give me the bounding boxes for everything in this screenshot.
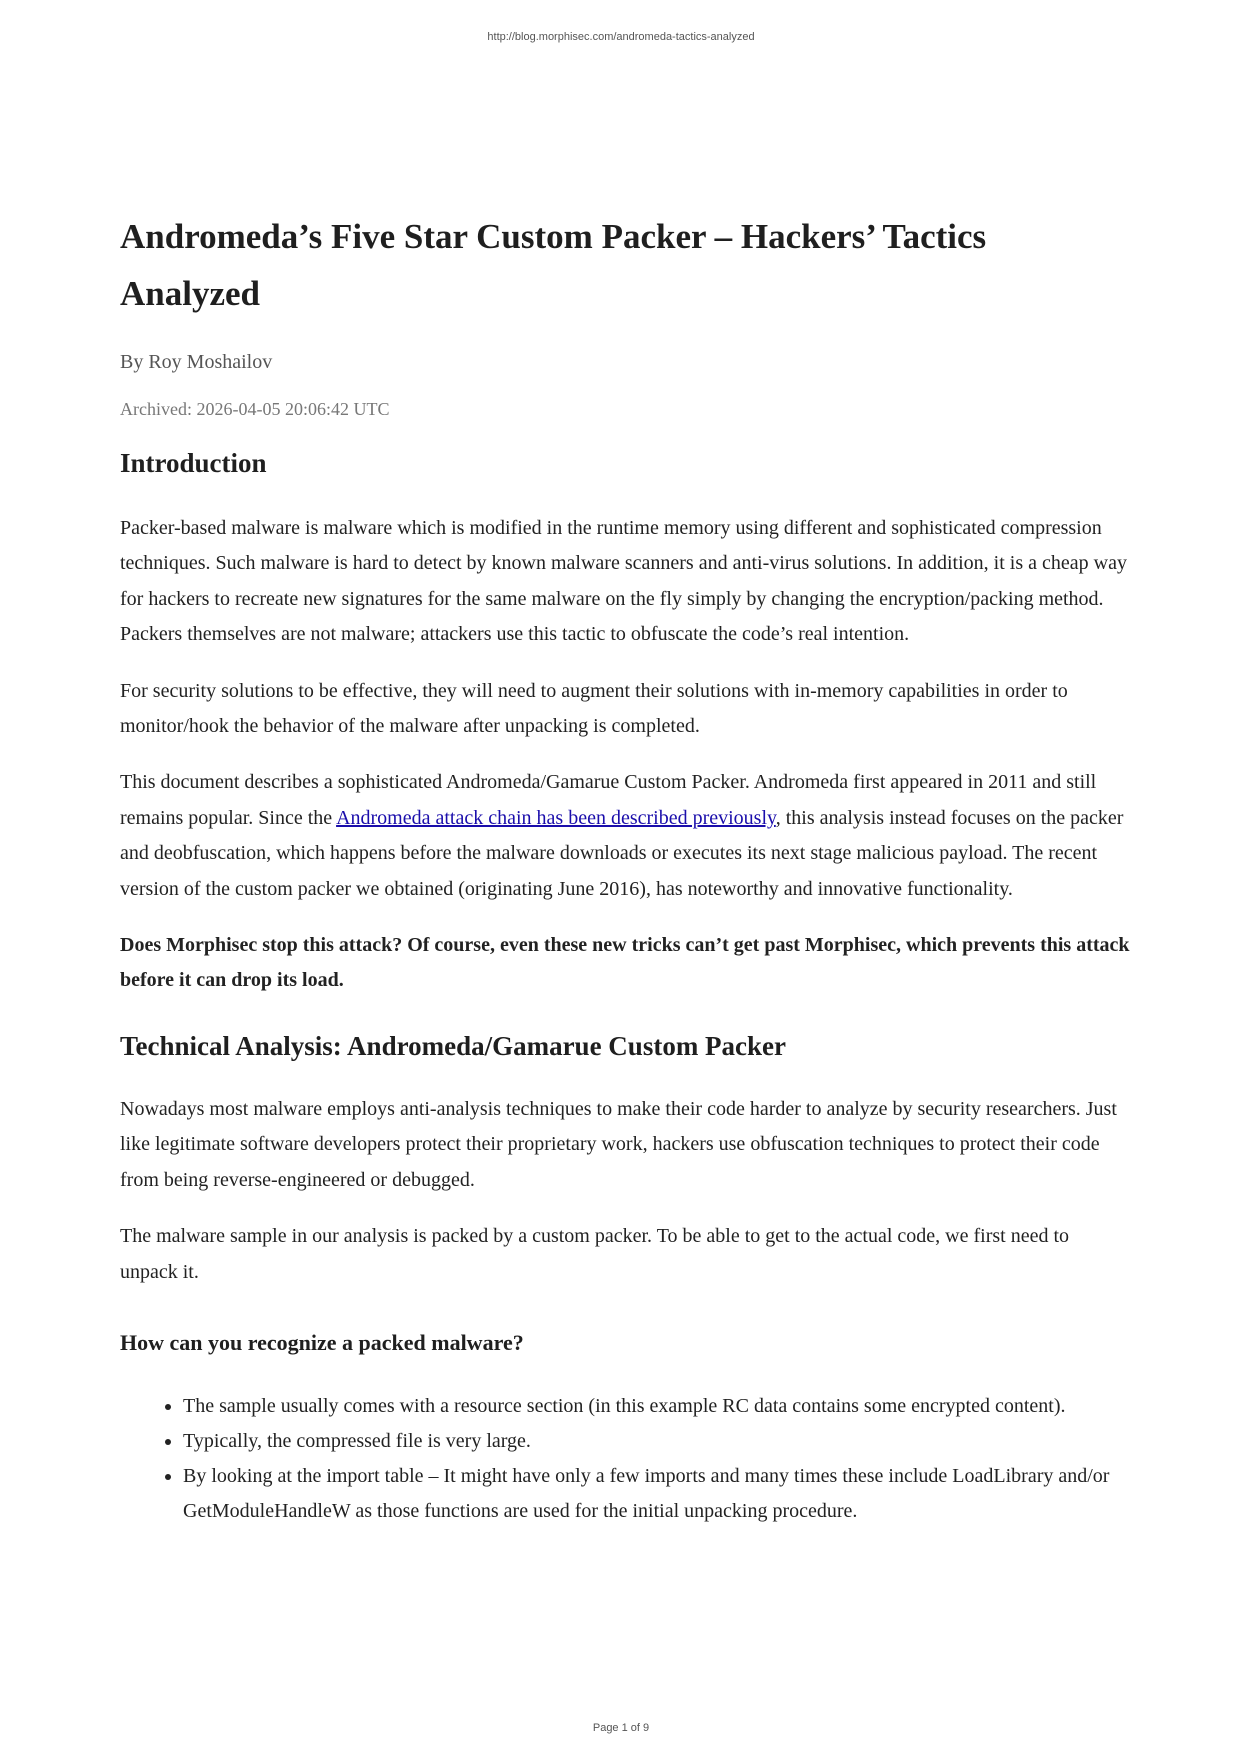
introduction-heading: Introduction bbox=[120, 448, 267, 478]
author-byline: By Roy Moshailov bbox=[120, 351, 273, 373]
archived-timestamp: Archived: 2026-04-05 20:06:42 UTC bbox=[120, 399, 390, 419]
intro-paragraph-2: For security solutions to be effective, they will need to augment their solutions with in-memory capabilities in order to monitor/hook the behavior of the malware after unpacking is completed. bbox=[120, 679, 1068, 738]
article-body bbox=[120, 208, 1130, 1529]
intro-paragraph-3-text-before: This document describes a sophisticated Andromeda/Gamarue Custom Packer. Andromeda first appeared in 2011 and still remains popular. Since the bbox=[120, 771, 1097, 829]
page-url-header: http://blog.morphisec.com/andromeda-tactics-analyzed bbox=[487, 31, 755, 43]
article-title: Andromeda’s Five Star Custom Packer – Hackers’ Tactics Analyzed bbox=[120, 217, 987, 313]
morphisec-callout: Does Morphisec stop this attack? Of course, even these new tricks can’t get past Morphisec, which prevents this attack before it can drop its load. bbox=[120, 934, 1130, 992]
list-item: • By looking at the import table – It might have only a few imports and many times these include LoadLibrary and/or GetModuleHandleW as those functions are used for the initial unpacking procedure. bbox=[183, 1459, 1130, 1529]
list-item: • The sample usually comes with a resource section (in this example RC data contains some encrypted content). bbox=[183, 1389, 1130, 1424]
packed-malware-indicators-list bbox=[120, 1389, 1130, 1529]
list-item: • Typically, the compressed file is very large. bbox=[183, 1424, 1130, 1459]
intro-paragraph-3-text-after: , this analysis instead focuses on the packer and deobfuscation, which happens before the malware downloads or executes its next stage malicious payload. The recent version of the custom packer we obtained (originating June 2016), has noteworthy and innovative functionality. bbox=[120, 806, 1124, 900]
packed-malware-subheading: How can you recognize a packed malware? bbox=[120, 1329, 524, 1355]
intro-paragraph-3 bbox=[120, 765, 1130, 907]
technical-paragraph-2: The malware sample in our analysis is packed by a custom packer. To be able to get to the actual code, we first need to unpack it. bbox=[120, 1225, 1070, 1283]
technical-paragraph-1: Nowadays most malware employs anti-analysis techniques to make their code harder to analyze by security researchers. Just like legitimate software developers protect their proprietary work, hackers use obfuscation techniques to protect their code from being reverse-engineered or debugged. bbox=[120, 1097, 1117, 1191]
page-number-footer: Page 1 of 9 bbox=[592, 1722, 650, 1734]
technical-analysis-heading: Technical Analysis: Andromeda/Gamarue Custom Packer bbox=[120, 1030, 787, 1061]
andromeda-attack-chain-link[interactable]: Andromeda attack chain has been described previously bbox=[336, 806, 776, 829]
intro-paragraph-1: Packer-based malware is malware which is modified in the runtime memory using different and sophisticated compression techniques. Such malware is hard to detect by known malware scanners and anti-virus solutions. In addition, it is a cheap way for hackers to recreate new signatures for the same malware on the fly simply by changing the encryption/packing method. Packers themselves are not malware; attackers use this tactic to obfuscate the code’s real intention. bbox=[120, 517, 1127, 646]
